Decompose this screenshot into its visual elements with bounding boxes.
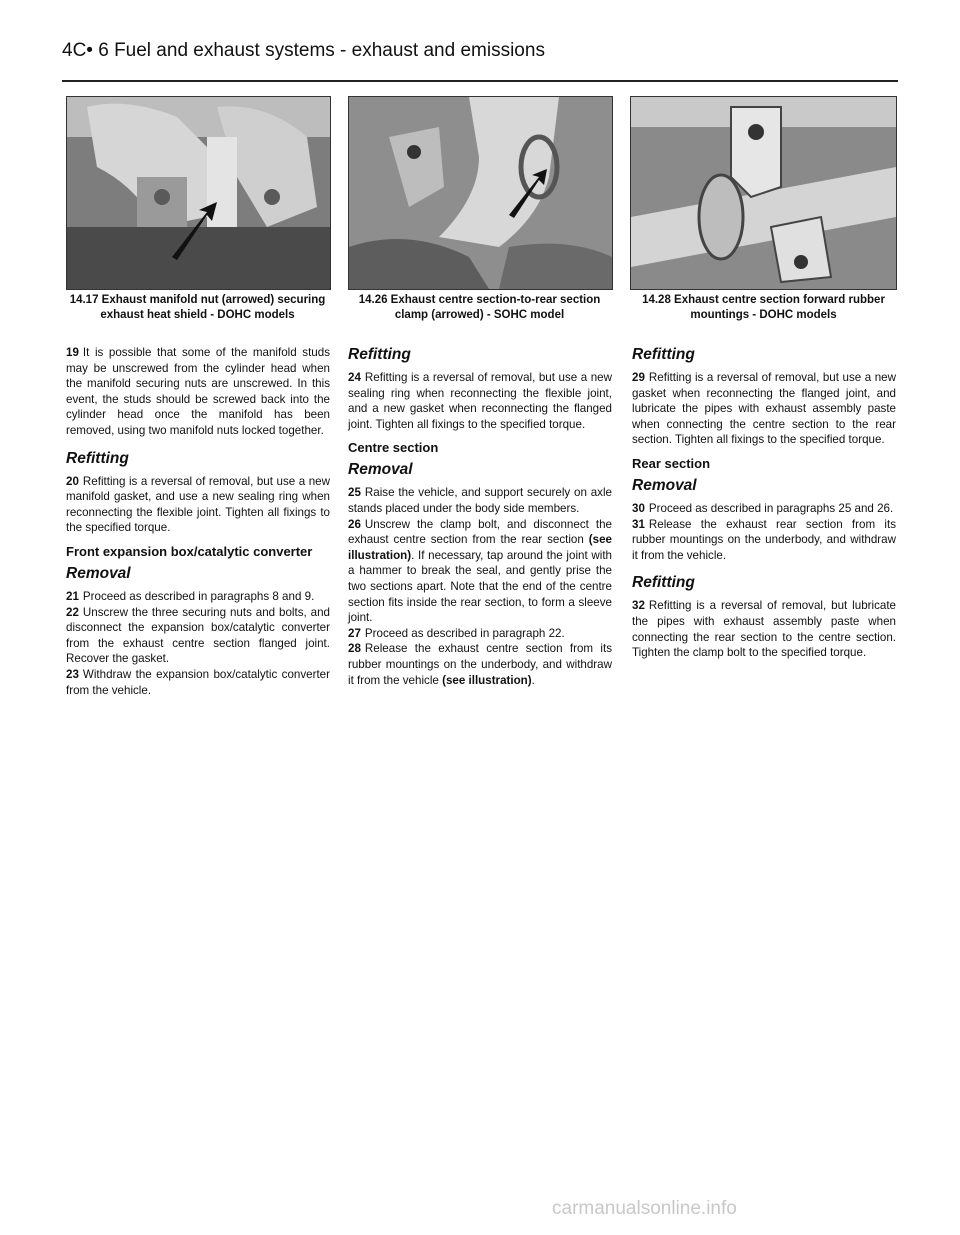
paragraph: 20 Refitting is a reversal of removal, but use a new manifold gasket, and use a new sealing ring when reconnecting the flexible joint. Tighten all fixings to the specified torque.: [66, 474, 330, 535]
figure-caption: 14.26 Exhaust centre section-to-rear section clamp (arrowed) - SOHC model: [358, 294, 601, 321]
paragraph: 31 Release the exhaust rear section from its rubber mountings on the underbody, and withdraw it from the vehicle.: [632, 517, 896, 562]
paragraph: 19 It is possible that some of the manifold studs may be unscrewed from the cylinder head when the manifold securing nuts are unscrewed. In this event, the studs should be screwed back into the cylinder head once the manifold has been removed, using two manifold nuts locked together.: [66, 346, 330, 437]
paragraph: 21 Proceed as described in paragraphs 8 and 9.: [66, 589, 315, 603]
header-rule: [62, 80, 898, 82]
subsection-heading: Centre section: [348, 440, 439, 456]
photo-centre-section-clamp: [348, 96, 613, 290]
paragraph: 24 Refitting is a reversal of removal, but use a new sealing ring when reconnecting the flexible joint, and a new gasket when reconnecting the flanged joint. Tighten all fixings to the specified torque.: [348, 371, 612, 431]
section-heading: Refitting: [632, 574, 695, 592]
watermark: carmanualsonline.info: [552, 1198, 737, 1219]
text-column-1: [66, 345, 330, 698]
section-heading: Refitting: [66, 449, 129, 467]
text-column-3: [632, 345, 896, 661]
photo-forward-rubber-mountings: [630, 96, 897, 290]
section-heading: Refitting: [632, 346, 695, 363]
paragraph: 26 Unscrew the clamp bolt, and disconnect the exhaust centre section from the rear section (see illustration). If necessary, tap around the joint with a hammer to break the seal, and gently prise the two sections apart. Note that the end of the centre section fits inside the rear section, to form a sleeve joint.: [348, 517, 612, 625]
photo-exhaust-manifold: [66, 96, 331, 290]
subsection-heading: Rear section: [632, 455, 711, 471]
figure-caption: 14.17 Exhaust manifold nut (arrowed) securing exhaust heat shield - DOHC models: [69, 294, 326, 321]
section-heading: Removal: [66, 564, 131, 582]
section-heading: Refitting: [348, 346, 411, 363]
paragraph: 23 Withdraw the expansion box/catalytic converter from the vehicle.: [66, 667, 330, 697]
subsection-heading: Front expansion box/catalytic converter: [66, 543, 313, 559]
paragraph: 32 Refitting is a reversal of removal, but lubricate the pipes with exhaust assembly paste when connecting the rear section to the centre section. Tighten the clamp bolt to the specified torque.: [632, 599, 896, 660]
figure-caption: 14.28 Exhaust centre section forward rubber mountings - DOHC models: [642, 294, 885, 321]
paragraph: 25 Raise the vehicle, and support securely on axle stands placed under the body side members.: [348, 486, 612, 515]
paragraph: 28 Release the exhaust centre section from its rubber mountings on the underbody, and withdraw it from the vehicle (see illustration).: [348, 642, 612, 687]
paragraph: 30 Proceed as described in paragraphs 25 and 26.: [632, 501, 894, 515]
paragraph: 29 Refitting is a reversal of removal, but use a new gasket when reconnecting the flanged joint, and lubricate the pipes with exhaust assembly paste when connecting the centre section to the rear section. Tighten all fixings to the specified torque.: [632, 371, 896, 447]
section-heading: Removal: [632, 476, 697, 494]
section-heading: Removal: [348, 461, 413, 479]
paragraph: 22 Unscrew the three securing nuts and bolts, and disconnect the expansion box/catalytic converter from the exhaust centre section flanged joint. Recover the gasket.: [66, 605, 330, 666]
paragraph: 27 Proceed as described in paragraph 22.: [348, 626, 565, 640]
text-column-2: [348, 345, 612, 688]
page-header: 4C• 6 Fuel and exhaust systems - exhaust and emissions: [62, 40, 545, 61]
